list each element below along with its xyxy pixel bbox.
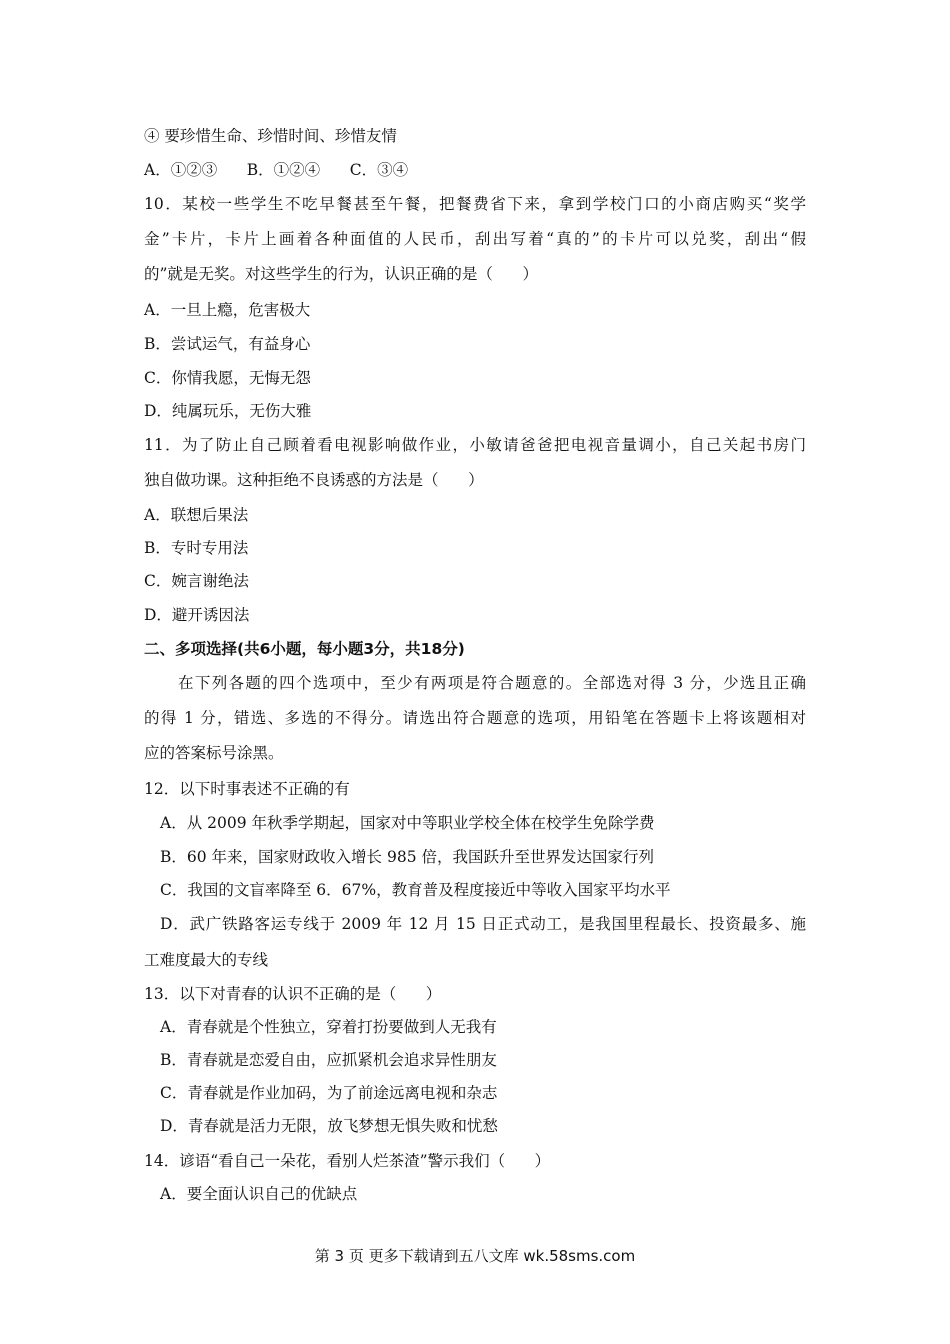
answer-choices: A．①②③ B．①②④ C．③④ <box>144 161 409 179</box>
question-10-text: 的”就是无奖。对这些学生的行为，认识正确的是（ ） <box>144 265 538 283</box>
question-12-option-b: B．60 年来，国家财政收入增长 985 倍，我国跃升至世界发达国家行列 <box>160 848 654 866</box>
question-10-text: 金”卡片，卡片上画着各种面值的人民币，刮出写着“真的”的卡片可以兑奖，刮出“假 <box>144 230 806 248</box>
question-11-text: 独自做功课。这种拒绝不良诱惑的方法是（ ） <box>144 471 484 489</box>
question-11-option-c: C．婉言谢绝法 <box>144 572 249 590</box>
question-11-option-b: B．专时专用法 <box>144 539 249 557</box>
instructions-text: 在下列各题的四个选项中，至少有两项是符合题意的。全部选对得 3 分，少选且正确 <box>178 674 806 692</box>
question-13-option-d: D．青春就是活力无限，放飞梦想无惧失败和忧愁 <box>160 1117 498 1135</box>
instructions-text: 的得 1 分，错选、多选的不得分。请选出符合题意的选项，用铅笔在答题卡上将该题相对 <box>144 709 806 727</box>
question-13-option-b: B．青春就是恋爱自由，应抓紧机会追求异性朋友 <box>160 1051 497 1069</box>
question-13-option-a: A．青春就是个性独立，穿着打扮要做到人无我有 <box>160 1018 497 1036</box>
question-13-option-c: C．青春就是作业加码，为了前途远离电视和杂志 <box>160 1084 498 1102</box>
question-10-option-c: C．你情我愿，无悔无怨 <box>144 369 311 387</box>
question-10-option-d: D．纯属玩乐，无伤大雅 <box>144 402 312 420</box>
question-10-option-b: B．尝试运气，有益身心 <box>144 335 311 353</box>
page-footer: 第 3 页 更多下载请到五八文库 wk.58sms.com <box>314 1247 636 1265</box>
question-11-option-a: A．联想后果法 <box>144 506 249 524</box>
question-14-option-a: A．要全面认识自己的优缺点 <box>160 1185 358 1203</box>
question-14-text: 14．谚语“看自己一朵花，看别人烂茶渣”警示我们（ ） <box>144 1152 551 1170</box>
question-11-option-d: D．避开诱因法 <box>144 606 250 624</box>
question-12-option-d: D．武广铁路客运专线于 2009 年 12 月 15 日正式动工，是我国里程最长、投资最多、施 <box>160 915 806 933</box>
question-10-option-a: A．一旦上瘾，危害极大 <box>144 301 311 319</box>
question-12-option-c: C．我国的文盲率降至 6．67%，教育普及程度接近中等收入国家平均水平 <box>160 881 671 899</box>
question-12-option-d-cont: 工难度最大的专线 <box>144 951 269 969</box>
section-heading: 二、多项选择(共6小题，每小题3分，共18分) <box>144 640 465 658</box>
question-11-text: 11．为了防止自己顾着看电视影响做作业，小敏请爸爸把电视音量调小，自己关起书房门 <box>144 436 806 454</box>
question-13-text: 13．以下对青春的认识不正确的是（ ） <box>144 985 442 1003</box>
option-line: ④ 要珍惜生命、珍惜时间、珍惜友情 <box>144 127 397 145</box>
instructions-text: 应的答案标号涂黑。 <box>144 744 284 762</box>
question-12-option-a: A．从 2009 年秋季学期起，国家对中等职业学校全体在校学生免除学费 <box>160 814 655 832</box>
question-12-text: 12．以下时事表述不正确的有 <box>144 780 350 798</box>
question-10-text: 10．某校一些学生不吃早餐甚至午餐，把餐费省下来，拿到学校门口的小商店购买“奖学 <box>144 195 806 213</box>
